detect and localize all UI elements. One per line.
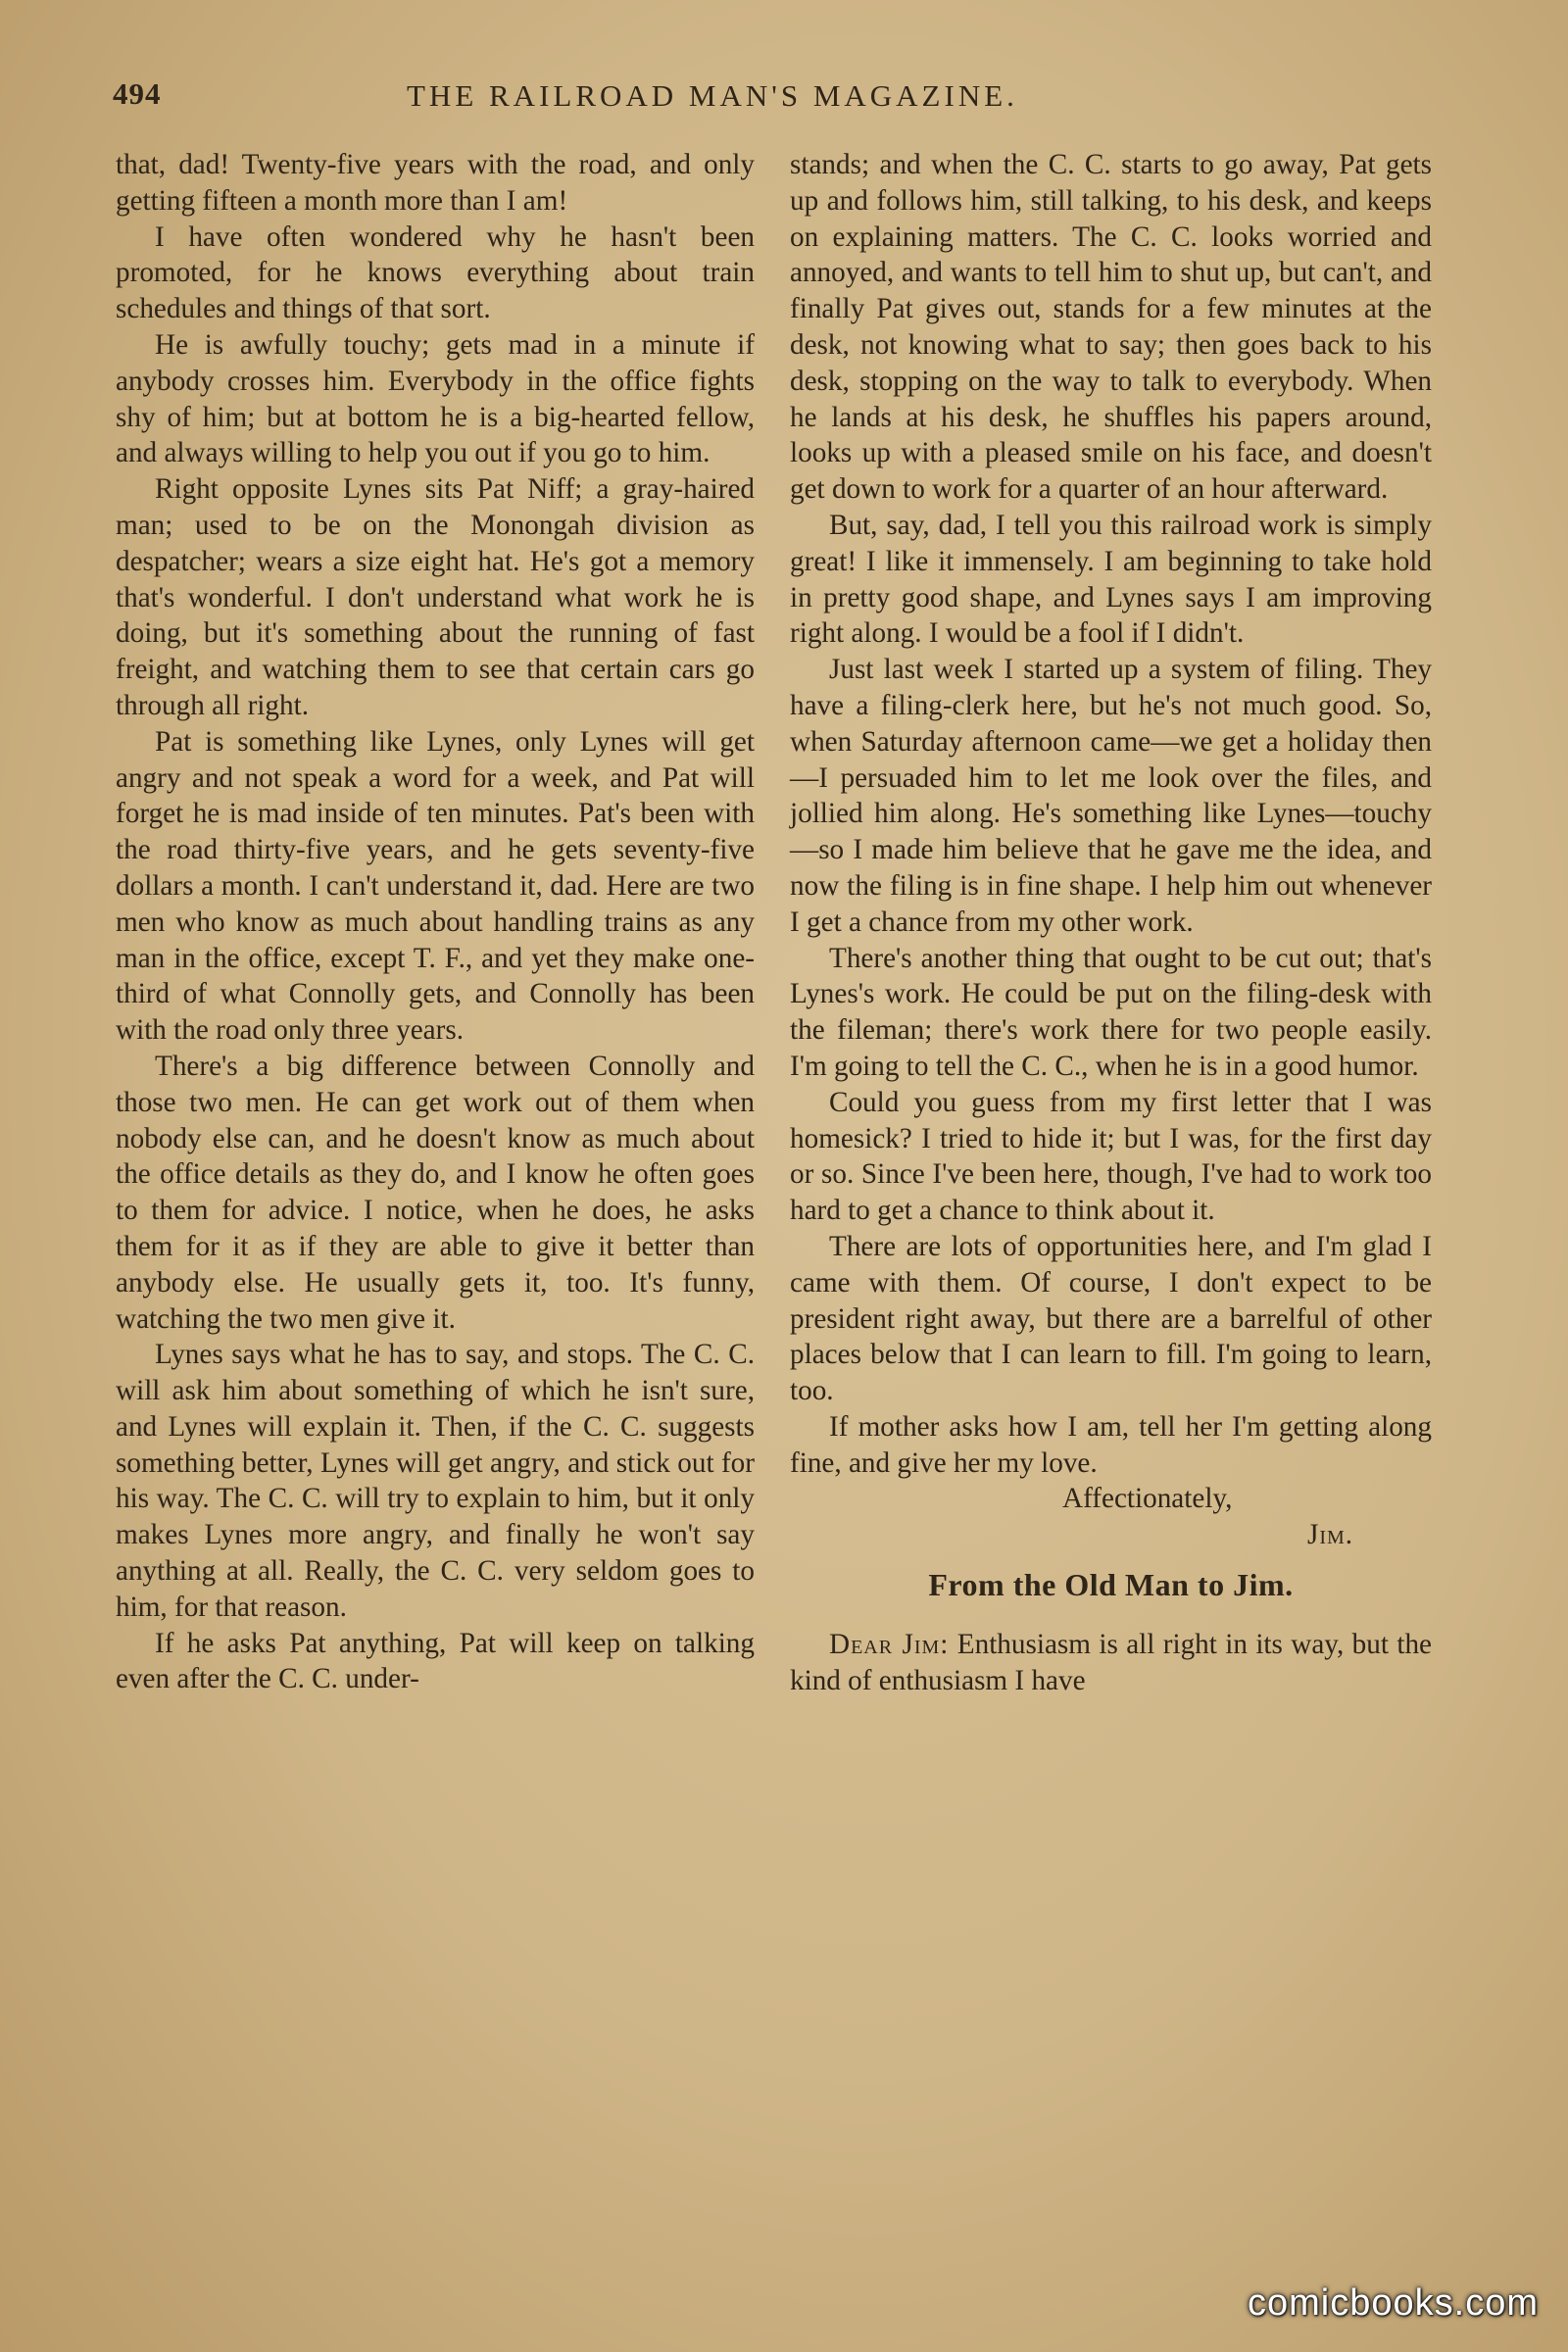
page-header: [113, 76, 1132, 120]
paragraph: stands; and when the C. C. starts to go away, Pat gets up and follows him, still talking, to his desk, and keeps on explaining matters. The C. C. looks worried and annoyed, and wants to tell him to shut up, but can't, and finally Pat gives out, stands for a few minutes at the desk, not knowing what to say; then goes back to his desk, stopping on the way to talk to everybody. When he lands at his desk, he shuffles his papers around, looks up with a pleased smile on his face, and doesn't get down to work for a quarter of an hour afterward.: [790, 149, 1432, 506]
salutation: Dear Jim:: [829, 1628, 950, 1660]
paragraph: that, dad! Twenty-five years with the road, and only getting fifteen a month more than I am!: [116, 149, 755, 217]
paragraph: There's another thing that ought to be cut out; that's Lynes's work. He could be put on the filing-desk with the fileman; there's work there for two people easily. I'm going to tell the C. C., when he is in a good humor.: [790, 942, 1432, 1082]
paragraph: Could you guess from my first letter that I was homesick? I tried to hide it; but I was, for the first day or so. Since I've been here, though, I've had to work too hard to get a chance to think about it.: [790, 1086, 1432, 1227]
letter-closing: Affectionately,: [1062, 1483, 1233, 1515]
running-title: THE RAILROAD MAN'S MAGAZINE.: [407, 78, 1018, 113]
paragraph: Lynes says what he has to say, and stops. The C. C. will ask him about something of which he isn't sure, and Lynes will explain it. Then, if the C. C. suggests something better, Lynes will get angry, and stick out for his way. The C. C. will try to explain to him, but it only makes Lynes more angry, and finally he won't say anything at all. Really, the C. C. very seldom goes to him, for that reason.: [116, 1339, 755, 1623]
paragraph: If mother asks how I am, tell her I'm getting along fine, and give her my love.: [790, 1410, 1432, 1479]
source-watermark: comicbooks.com: [1248, 2282, 1539, 2324]
paragraph: But, say, dad, I tell you this railroad work is simply great! I like it immensely. I am beginning to take hold in pretty good shape, and Lynes says I am improving right along. I would be a fool if I didn't.: [790, 509, 1432, 650]
paragraph: I have often wondered why he hasn't been promoted, for he knows everything about train schedules and things of that sort.: [116, 220, 755, 325]
paragraph: He is awfully touchy; gets mad in a minute if anybody crosses him. Everybody in the office fights shy of him; but at bottom he is a big-hearted fellow, and always willing to help you out if you go to him.: [116, 328, 755, 469]
paragraph: Just last week I started up a system of filing. They have a filing-clerk here, but he's not much good. So, when Saturday afternoon came—we get a holiday then—I persuaded him to let me look over the files, and jollied him along. He's something like Lynes—touchy—so I made him believe that he gave me the idea, and now the filing is in fine shape. I help him out whenever I get a chance from my other work.: [790, 654, 1432, 938]
paragraph: There's a big difference between Connolly and those two men. He can get work out of them when nobody else can, and he doesn't know as much about the office details as they do, and I know he often goes to them for advice. I notice, when he does, he asks them for it as if they are able to give it better than anybody else. He usually gets it, too. It's funny, watching the two men give it.: [116, 1050, 755, 1335]
letter-opening: [790, 1627, 1432, 1699]
paragraph: There are lots of opportunities here, and I'm glad I came with them. Of course, I don't expect to be president right away, but there are a barrelful of other places below that I can learn to fill. I'm going to learn, too.: [790, 1230, 1432, 1407]
paragraph: Right opposite Lynes sits Pat Niff; a gray-haired man; used to be on the Monongah division as despatcher; wears a size eight hat. He's got a memory that's wonderful. I don't understand what work he is doing, but it's something about the running of fast freight, and watching them to see that certain cars go through all right.: [116, 473, 755, 721]
page-number: 494: [113, 76, 162, 111]
paragraph: Pat is something like Lynes, only Lynes will get angry and not speak a word for a week, and Pat will forget he is mad inside of ten minutes. Pat's been with the road thirty-five years, and he gets seventy-five dollars a month. I can't understand it, dad. Here are two men who know as much about handling trains as any man in the office, except T. F., and yet they make one-third of what Connolly gets, and Connolly has been with the road only three years.: [116, 725, 755, 1047]
letter-signature: Jim.: [1307, 1519, 1354, 1551]
paragraph: If he asks Pat anything, Pat will keep on talking even after the C. C. under-: [116, 1627, 755, 1695]
opening-text: Enthusiasm is all right in its way, but the kind of enthusiasm I have: [790, 1628, 1433, 1696]
left-column: [116, 147, 755, 1697]
section-heading: From the Old Man to Jim.: [928, 1567, 1294, 1603]
right-column: [790, 147, 1432, 1698]
